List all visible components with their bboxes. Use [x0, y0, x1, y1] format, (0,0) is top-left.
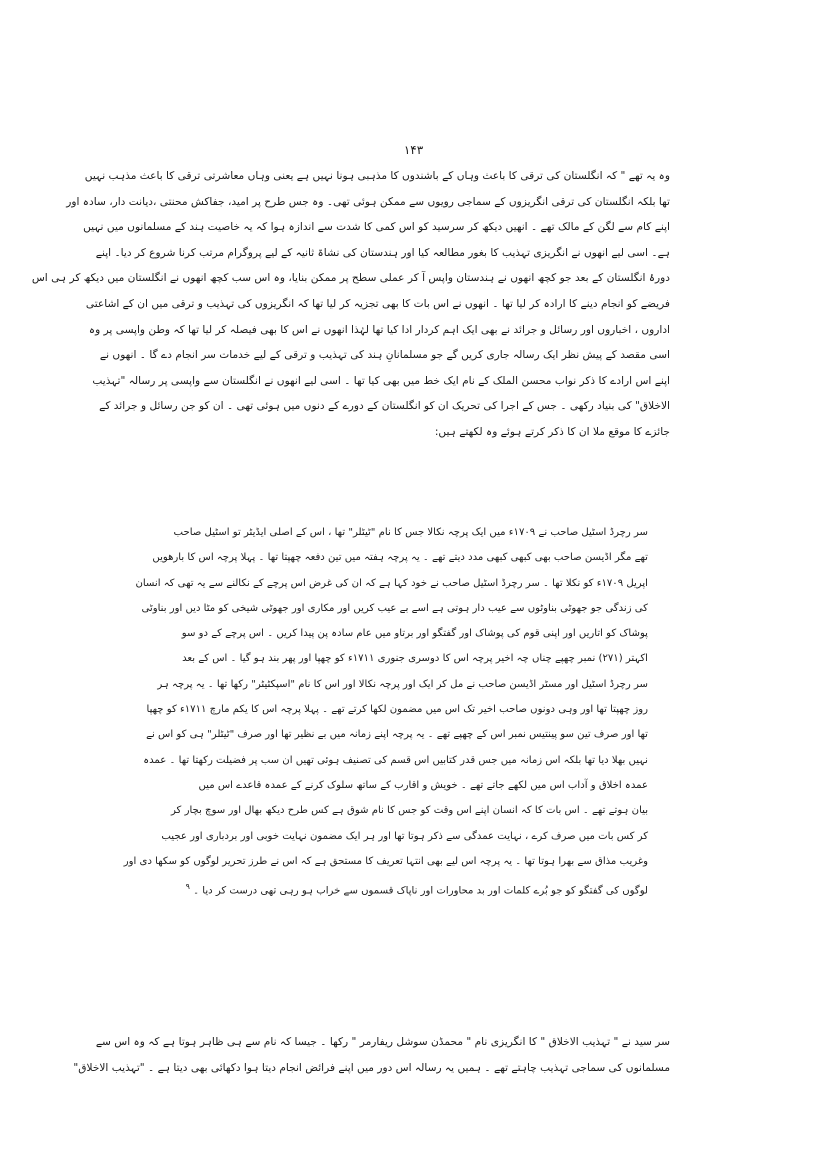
paragraph-line: اداروں ، اخباروں اور رسائل و جرائد نے بھی ایک اہم کردار ادا کیا تھا لہٰذا انھوں نے اس کا بھی فیصلہ کر لیا تھا کہ وطن واپسی پر وہ [88, 323, 670, 336]
paragraph-2 [73, 1030, 670, 1081]
quote-line: تھا اور صرف تین سو پینتیس نمبر اس کے چھپے تھے ۔ یہ پرچہ اپنے زمانہ میں بے نظیر تھا اور صرف "ٹیٹلر" ہی کو اس نے [146, 729, 648, 741]
footnote-marker: ۹ [185, 882, 190, 892]
quote-line: روز چھپتا تھا اور وہی دونوں صاحب اخیر تک اس میں مضمون لکھا کرتے تھے ۔ پہلا پرچہ اس کا یکم مارچ ۱۷۱۱ء کو چھپا [146, 704, 648, 716]
quote-line-last [185, 874, 648, 899]
paragraph-line: فریضے کو انجام دینے کا ارادہ کر لیا تھا ۔ انھوں نے اس بات کا بھی تجزیہ کر لیا تھا کہ انگریزوں کی تہذیب و ترقی میں ان کے اشاعتی [85, 297, 670, 310]
quote-line: اپریل ۱۷۰۹ء کو نکلا تھا ۔ سر رچرڈ اسٹیل صاحب نے خود کہا ہے کہ ان کی غرض اس پرچے کے نکالنے سے یہ تھی کہ انسان [135, 577, 648, 589]
paragraph-line: الاخلاق" کی بنیاد رکھی ۔ جس کے اجرا کی تحریک ان کو انگلستان کے دورے کے دنوں میں ہوئی تھی ۔ ان کو جن رسائل و جرائد کے [99, 400, 670, 413]
paragraph-line: اپنے اس ارادے کا ذکر نواب محسن الملک کے نام ایک خط میں بھی کیا تھا ۔ اسی لیے انھوں نے انگلستان سے واپسی پر رسالہ "تہذیب [92, 374, 670, 387]
block-quote [123, 520, 648, 899]
paragraph-line: مسلمانوں کی سماجی تہذیب چاہتے تھے ۔ ہمیں یہ رسالہ اس دور میں اپنے فرائض انجام دیتا ہوا دکھائی بھی دیتا ہے ۔ "تہذیب الاخلاق" [73, 1061, 670, 1074]
paragraph-line: تھا بلکہ انگلستان کی ترقی انگریزوں کے سماجی رویوں سے ممکن ہوئی تھی۔ وہ جس طرح پر امید، جفاکش محنتی ،دیانت دار، سادہ اور [66, 195, 670, 208]
quote-line: وغریب مذاق سے بھرا ہوتا تھا ۔ یہ پرچہ اس لیے بھی انتہا تعریف کا مستحق ہے کہ اس نے طرز تحریر لوگوں کو سکھا دی اور [123, 855, 648, 867]
page-number: ۱۴۳ [403, 143, 424, 157]
paragraph-line: اپنے کام سے لگن کے مالک تھے ۔ انھیں دیکھ کر سرسید کو اس کمی کا شدت سے اندازہ ہوا کہ یہ خاصیت ہند کے مسلمانوں میں نہیں [83, 221, 670, 234]
paragraph-line: سر سید نے " تہذیب الاخلاق " کا انگریزی نام " محمڈن سوشل ریفارمر " رکھا ۔ جیسا کہ نام سے ہی ظاہر ہوتا ہے کہ وہ اس سے [95, 1036, 670, 1048]
quote-line: عمدہ اخلاق و آداب اس میں لکھے جاتے تھے ۔ خویش و اقارب کے ساتھ سلوک کرنے کے عمدہ قاعدے اس میں [198, 779, 648, 791]
quote-line: بیان ہوتے تھے ۔ اس بات کا کہ انسان اپنے اس وقت کو جس کا نام شوق ہے کس طرح دیکھ بھال اور سوچ بچار کر [170, 805, 648, 817]
paragraph-line: وہ یہ تھے " کہ انگلستان کی ترقی کا باعث وہاں کے باشندوں کا مذہبی ہونا نہیں ہے یعنی وہاں معاشرتی ترقی کا باعث مذہب نہیں [84, 170, 670, 182]
quote-text: لوگوں کی گفتگو کو جو بُرے کلمات اور بد محاورات اور ناپاک قسموں سے خراب ہو رہی تھی درست کر دیا ۔ [193, 885, 648, 897]
paragraph-line: اسی مقصد کے پیش نظر ایک رسالہ جاری کریں گے جو مسلمانانِ ہند کی تہذیب و ترقی کے لیے خدمات سر انجام دے گا ۔ انھوں نے [99, 349, 670, 362]
quote-line: اکہتر (۲۷۱) نمبر چھپے چناں چہ اخیر پرچہ اس کا دوسری جنوری ۱۷۱۱ء کو چھپا اور پھر بند ہو گیا ۔ اس کے بعد [182, 653, 648, 665]
paragraph-1 [31, 164, 670, 446]
quote-line: پوشاک کو اتاریں اور اپنی قوم کی پوشاک اور گفتگو اور برتاو میں عام سادہ پن پیدا کریں ۔ اس پرچے کے دو سو [181, 628, 648, 640]
quote-line: کی زندگی جو جھوٹی بناوٹوں سے عیب دار ہوتی ہے اسے بے عیب کریں اور مکاری اور جھوٹی شیخی کو مٹا دیں اور بناوٹی [141, 602, 648, 614]
paragraph-line: دورۂ انگلستان کے بعد جو کچھ انھوں نے ہندستان واپس آ کر عملی سطح پر ممکن بنایا، وہ اس سب کچھ انھوں نے انگلستان میں دیکھ کر ہی اس [31, 272, 670, 285]
quote-line: تھے مگر اڈیسن صاحب بھی کبھی کبھی مدد دیتے تھے ۔ یہ پرچہ ہفتہ میں تین دفعہ چھپتا تھا ۔ پہلا پرچہ اس کا بارھویں [152, 552, 648, 564]
quote-line: کر کس بات میں صرف کرے ، نہایت عمدگی سے ذکر ہوتا تھا اور ہر ایک مضمون نہایت خوبی اور بردباری اور عجیب [161, 830, 648, 842]
quote-line: سر رچرڈ اسٹیل صاحب نے ۱۷۰۹ء میں ایک پرچہ نکالا جس کا نام "ٹیٹلر" تھا ، اس کے اصلی ایڈیٹر تو اسٹیل صاحب [173, 527, 648, 538]
paragraph-line: ہے۔ اسی لیے انھوں نے انگریزی تہذیب کا بغور مطالعہ کیا اور ہندستان کی نشاۃ ثانیہ کے لیے پروگرام مرتب کرنا شروع کر دیا۔ اپنے [95, 246, 670, 259]
quote-line: سر رچرڈ اسٹیل اور مسٹر اڈیسن صاحب نے مل کر ایک اور پرچہ نکالا اور اس کا نام "اسپکٹیٹر" رکھا تھا ۔ یہ پرچہ ہر [157, 678, 648, 690]
paragraph-line: جائزے کا موقع ملا ان کا ذکر کرتے ہوئے وہ لکھتے ہیں: [434, 425, 670, 438]
quote-line: نہیں بھلا دیا تھا بلکہ اس زمانہ میں جس قدر کتابیں اس قسم کی تصنیف ہوئی تھیں ان سب پر فضیلت رکھتا تھا ۔ عمدہ [143, 754, 648, 766]
